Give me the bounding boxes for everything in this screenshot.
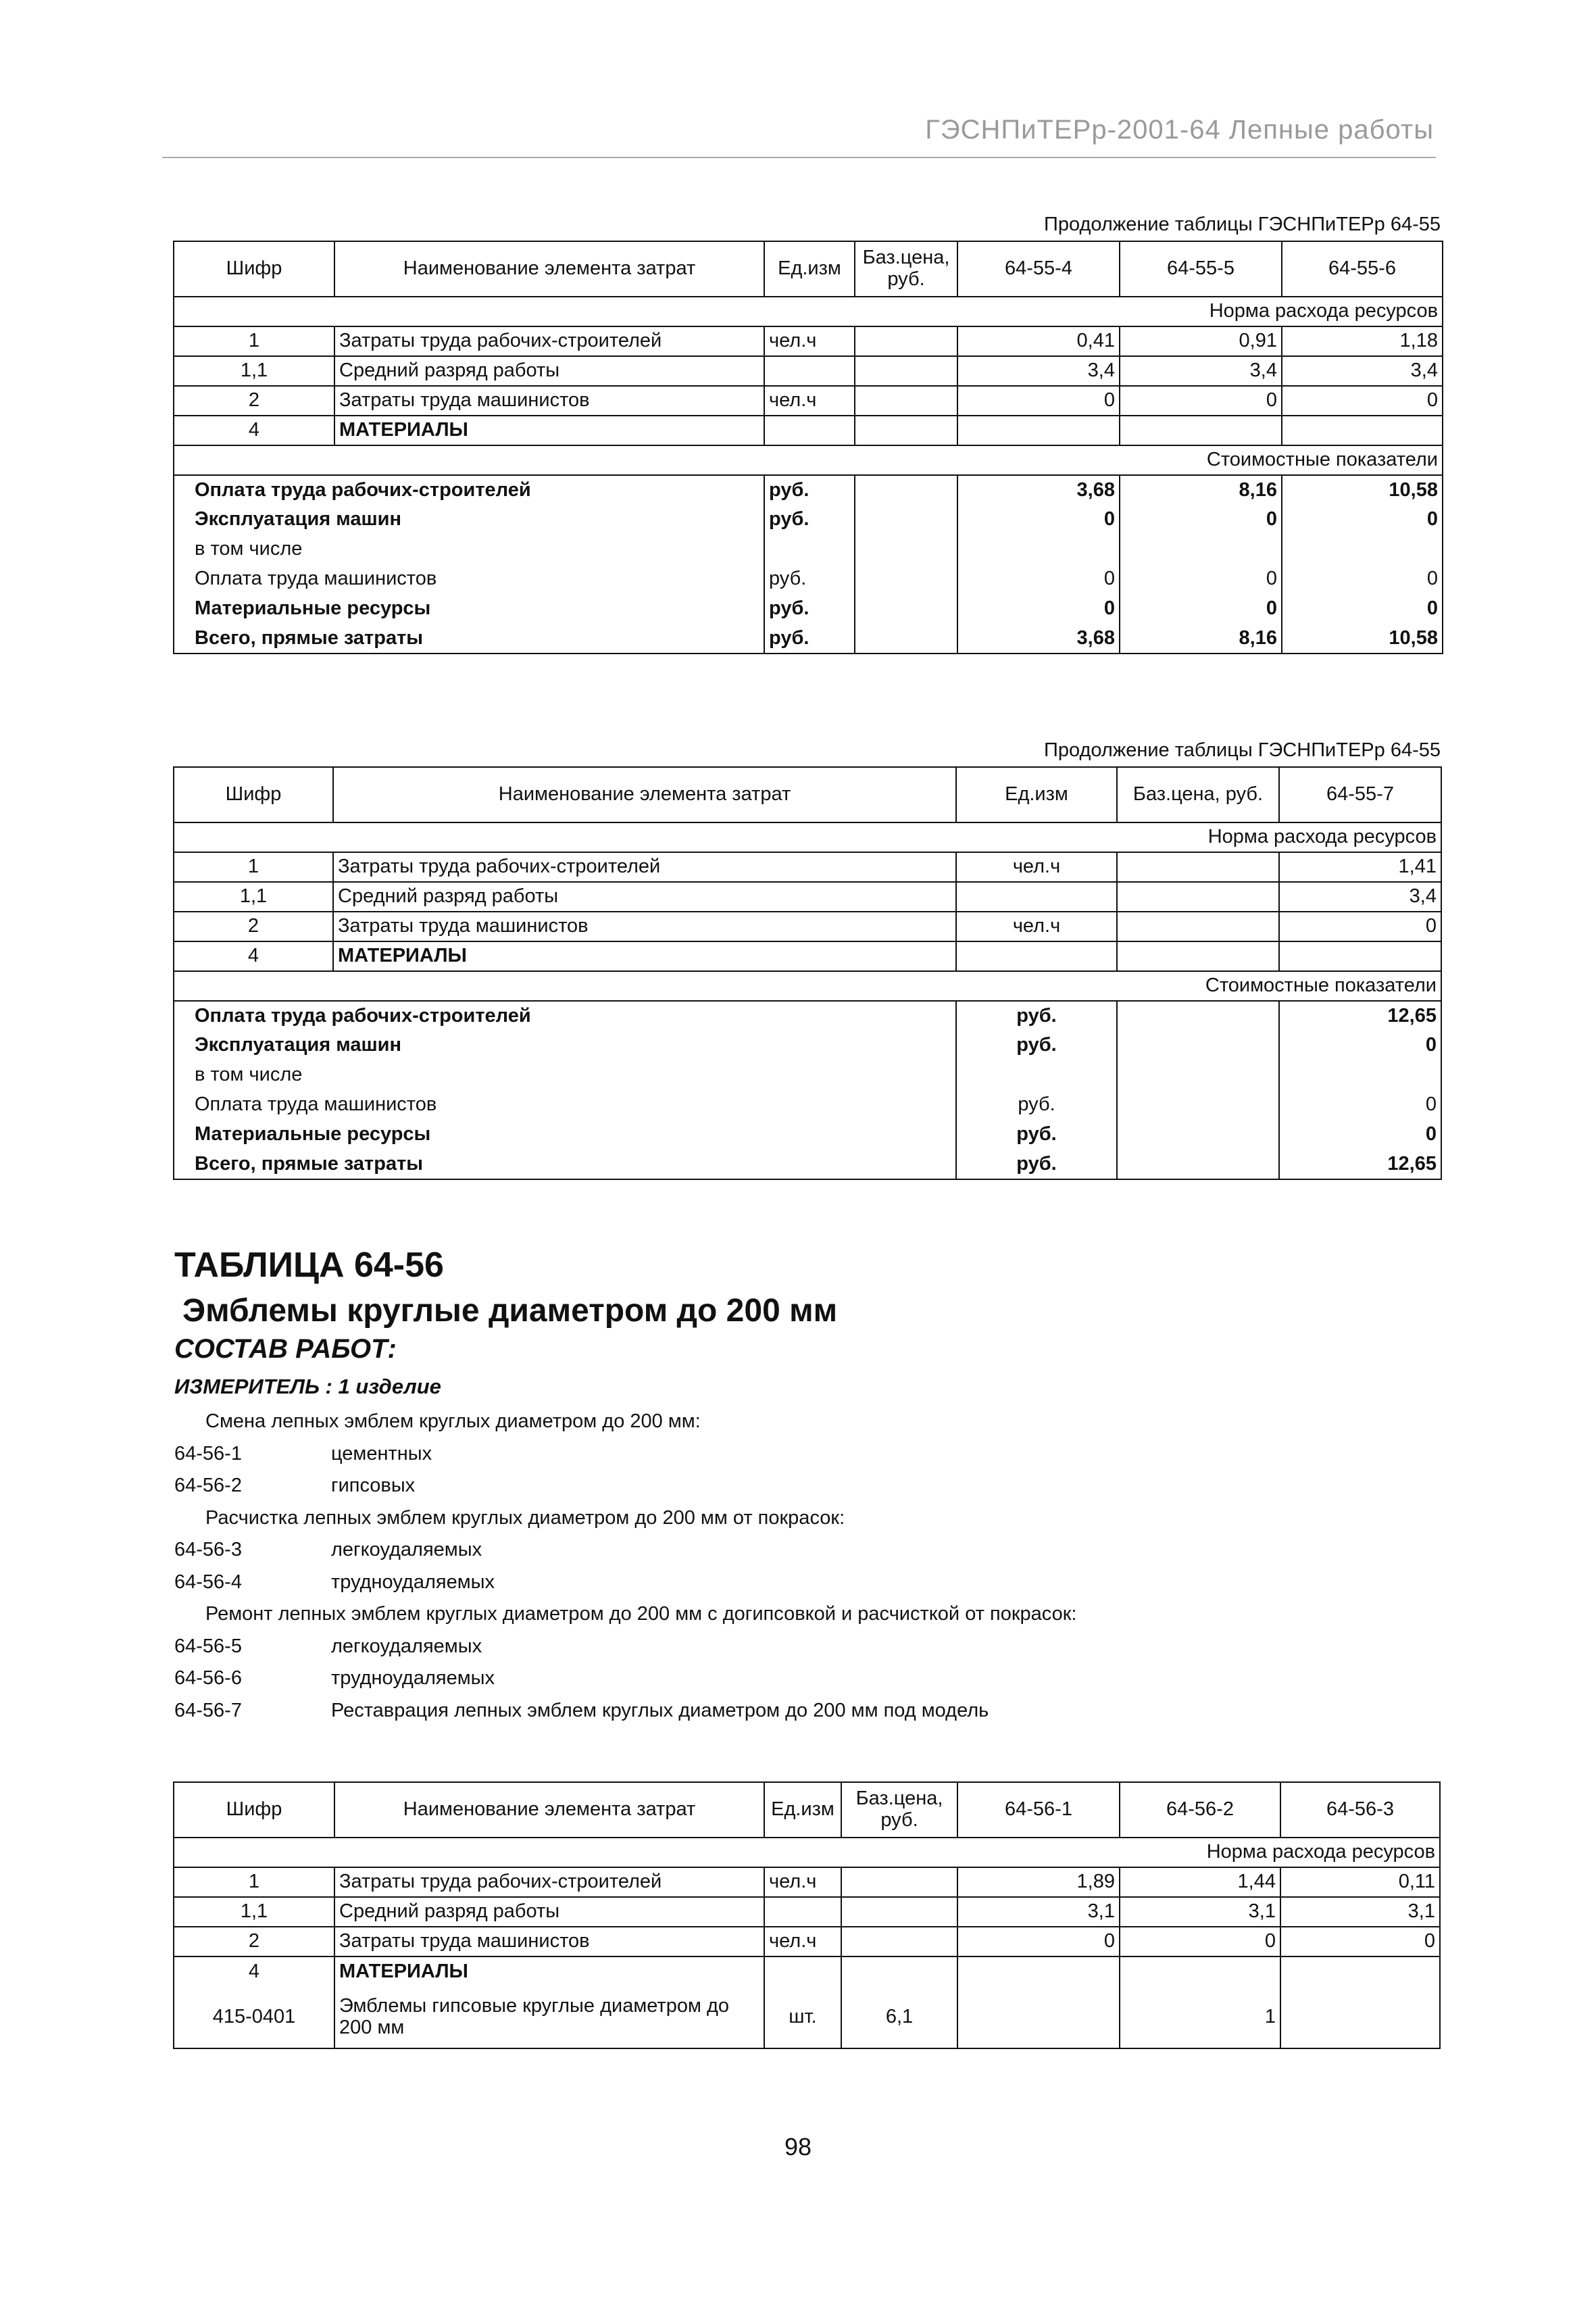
row-value-b: 0,91 bbox=[1120, 326, 1282, 356]
table1-cost-banner bbox=[174, 445, 1443, 475]
row-unit: чел.ч bbox=[956, 852, 1117, 882]
row-name: Затраты труда рабочих-строителей bbox=[333, 852, 956, 882]
table-row bbox=[174, 912, 1441, 941]
summary-name: Материальные ресурсы bbox=[174, 594, 764, 624]
summary-unit: руб. bbox=[956, 1150, 1117, 1179]
summary-price bbox=[855, 564, 957, 594]
row-code: 2 bbox=[174, 1927, 334, 1956]
summary-value-b: 0 bbox=[1120, 594, 1282, 624]
table1-norm-banner-text: Норма расхода ресурсов bbox=[174, 297, 1443, 326]
summary-value-a: 12,65 bbox=[1279, 1150, 1441, 1179]
summary-name: в том числе bbox=[174, 535, 764, 564]
row-unit bbox=[764, 1956, 841, 1986]
row-code: 4 bbox=[174, 941, 333, 971]
work-intro-line: Смена лепных эмблем круглых диаметром до 200 мм: bbox=[205, 1410, 701, 1432]
work-composition-heading: СОСТАВ РАБОТ: bbox=[174, 1334, 397, 1364]
summary-name: Оплата труда машинистов bbox=[174, 564, 764, 594]
row-value-a: 0,41 bbox=[957, 326, 1120, 356]
summary-unit: руб. bbox=[764, 594, 855, 624]
work-item bbox=[174, 1534, 1077, 1567]
summary-unit: руб. bbox=[764, 505, 855, 535]
summary-unit: руб. bbox=[956, 1031, 1117, 1060]
row-value-c: 0,11 bbox=[1280, 1867, 1440, 1897]
work-item bbox=[174, 1470, 1077, 1502]
table3-col-name: Наименование элемента затрат bbox=[334, 1782, 764, 1838]
table1-col-price: Баз.цена, руб. bbox=[855, 241, 957, 297]
work-item bbox=[174, 1567, 1077, 1599]
work-text: трудноудаляемых bbox=[331, 1571, 495, 1593]
row-unit: чел.ч bbox=[956, 912, 1117, 941]
work-text: Реставрация лепных эмблем круглых диаметром до 200 мм под модель bbox=[331, 1699, 989, 1721]
summary-row bbox=[174, 1060, 1441, 1090]
row-value-a bbox=[1279, 941, 1441, 971]
row-value-a: 0 bbox=[957, 1927, 1120, 1956]
summary-unit bbox=[956, 1060, 1117, 1090]
table1-cost-banner-text: Стоимостные показатели bbox=[174, 445, 1443, 475]
summary-row bbox=[174, 594, 1443, 624]
row-name: Затраты труда машинистов bbox=[334, 1927, 764, 1956]
row-name: Средний разряд работы bbox=[334, 1897, 764, 1927]
summary-row bbox=[174, 1001, 1441, 1031]
table-row bbox=[174, 416, 1443, 445]
row-name: Средний разряд работы bbox=[333, 882, 956, 912]
summary-value-a: 12,65 bbox=[1279, 1001, 1441, 1031]
row-value-a: 3,4 bbox=[957, 356, 1120, 386]
row-code: 1 bbox=[174, 1867, 334, 1897]
table3-header-row bbox=[174, 1782, 1440, 1838]
row-price bbox=[1117, 941, 1279, 971]
table3-col-b: 64-56-2 bbox=[1120, 1782, 1280, 1838]
row-code: 2 bbox=[174, 386, 334, 416]
header-rule bbox=[162, 157, 1436, 158]
table3-col-c: 64-56-3 bbox=[1280, 1782, 1440, 1838]
row-price bbox=[841, 1927, 957, 1956]
work-item bbox=[174, 1631, 1077, 1663]
row-value-a bbox=[957, 1956, 1120, 1986]
row-price bbox=[1117, 912, 1279, 941]
row-code: 2 bbox=[174, 912, 333, 941]
page-number: 98 bbox=[784, 2133, 812, 2161]
work-text: цементных bbox=[331, 1442, 432, 1464]
row-code: 415-0401 bbox=[174, 1986, 334, 2048]
table2-header-row bbox=[174, 767, 1441, 822]
summary-value-b: 0 bbox=[1120, 564, 1282, 594]
summary-value-c: 0 bbox=[1282, 564, 1443, 594]
table2-norm-banner bbox=[174, 822, 1441, 852]
row-name: Эмблемы гипсовые круглые диаметром до 200 мм bbox=[334, 1986, 764, 2048]
summary-price bbox=[855, 535, 957, 564]
summary-value-b: 8,16 bbox=[1120, 624, 1282, 654]
row-price bbox=[1117, 882, 1279, 912]
table2-col-a: 64-55-7 bbox=[1279, 767, 1441, 822]
summary-price bbox=[855, 594, 957, 624]
table1-col-b: 64-55-5 bbox=[1120, 241, 1282, 297]
summary-unit: руб. bbox=[764, 564, 855, 594]
summary-row bbox=[174, 1120, 1441, 1150]
row-value-a: 3,4 bbox=[1279, 882, 1441, 912]
row-unit: чел.ч bbox=[764, 326, 855, 356]
table3-col-unit: Ед.изм bbox=[764, 1782, 841, 1838]
row-value-a: 0 bbox=[1279, 912, 1441, 941]
table-row bbox=[174, 1897, 1440, 1927]
summary-unit: руб. bbox=[764, 624, 855, 654]
summary-value-c: 10,58 bbox=[1282, 624, 1443, 654]
row-value-b: 3,4 bbox=[1120, 356, 1282, 386]
row-price bbox=[855, 386, 957, 416]
summary-value-b: 0 bbox=[1120, 505, 1282, 535]
row-unit bbox=[764, 416, 855, 445]
summary-value-a: 0 bbox=[1279, 1090, 1441, 1120]
table2-cost-banner bbox=[174, 971, 1441, 1001]
row-value-a bbox=[957, 1986, 1120, 2048]
table2-col-code: Шифр bbox=[174, 767, 333, 822]
row-code: 4 bbox=[174, 416, 334, 445]
table-row bbox=[174, 326, 1443, 356]
table2-continuation-caption: Продолжение таблицы ГЭСНПиТЕРр 64-55 bbox=[1044, 739, 1441, 761]
table-row bbox=[174, 1956, 1440, 1986]
row-name: МАТЕРИАЛЫ bbox=[333, 941, 956, 971]
table1-col-name: Наименование элемента затрат bbox=[334, 241, 764, 297]
summary-row bbox=[174, 1150, 1441, 1179]
row-code: 4 bbox=[174, 1956, 334, 1986]
row-code: 1,1 bbox=[174, 882, 333, 912]
summary-unit: руб. bbox=[956, 1120, 1117, 1150]
row-price bbox=[841, 1867, 957, 1897]
measure-unit: ИЗМЕРИТЕЛЬ : 1 изделие bbox=[174, 1375, 441, 1398]
work-text: легкоудаляемых bbox=[331, 1539, 482, 1560]
summary-unit: руб. bbox=[764, 475, 855, 505]
row-price bbox=[855, 416, 957, 445]
work-item bbox=[174, 1695, 1077, 1727]
row-value-c: 3,4 bbox=[1282, 356, 1443, 386]
summary-unit: руб. bbox=[956, 1001, 1117, 1031]
summary-value-a: 0 bbox=[957, 594, 1120, 624]
summary-row bbox=[174, 1090, 1441, 1120]
table2 bbox=[173, 766, 1442, 1180]
table1-header-row bbox=[174, 241, 1443, 297]
row-price bbox=[841, 1956, 957, 1986]
summary-value-c: 10,58 bbox=[1282, 475, 1443, 505]
table2-col-price: Баз.цена, руб. bbox=[1117, 767, 1279, 822]
table2-cost-banner-text: Стоимостные показатели bbox=[174, 971, 1441, 1001]
summary-name: Всего, прямые затраты bbox=[174, 624, 764, 654]
work-code: 64-56-7 bbox=[174, 1699, 242, 1721]
summary-value-b bbox=[1120, 535, 1282, 564]
table-row bbox=[174, 1867, 1440, 1897]
table1 bbox=[173, 241, 1443, 654]
row-value-c: 0 bbox=[1280, 1927, 1440, 1956]
row-value-c bbox=[1280, 1986, 1440, 2048]
table3-col-a: 64-56-1 bbox=[957, 1782, 1120, 1838]
summary-price bbox=[1117, 1001, 1279, 1031]
row-value-b: 3,1 bbox=[1120, 1897, 1280, 1927]
row-name: Затраты труда рабочих-строителей bbox=[334, 1867, 764, 1897]
summary-price bbox=[855, 624, 957, 654]
row-unit: чел.ч bbox=[764, 1867, 841, 1897]
summary-unit bbox=[764, 535, 855, 564]
row-value-b: 1,44 bbox=[1120, 1867, 1280, 1897]
summary-value-a: 0 bbox=[957, 505, 1120, 535]
row-value-c: 3,1 bbox=[1280, 1897, 1440, 1927]
summary-value-a bbox=[957, 535, 1120, 564]
summary-value-a: 3,68 bbox=[957, 475, 1120, 505]
summary-name: Материальные ресурсы bbox=[174, 1120, 956, 1150]
summary-value-c: 0 bbox=[1282, 594, 1443, 624]
summary-name: Оплата труда рабочих-строителей bbox=[174, 1001, 956, 1031]
work-intro-line: Ремонт лепных эмблем круглых диаметром до 200 мм с догипсовкой и расчисткой от покрасок: bbox=[205, 1603, 1077, 1625]
summary-row bbox=[174, 475, 1443, 505]
summary-row bbox=[174, 564, 1443, 594]
work-text: легкоудаляемых bbox=[331, 1635, 482, 1657]
row-value-b: 0 bbox=[1120, 1927, 1280, 1956]
work-item bbox=[174, 1438, 1077, 1471]
row-value-b: 0 bbox=[1120, 386, 1282, 416]
row-unit: чел.ч bbox=[764, 1927, 841, 1956]
summary-value-a: 0 bbox=[1279, 1120, 1441, 1150]
work-code: 64-56-2 bbox=[174, 1475, 242, 1496]
summary-value-b: 8,16 bbox=[1120, 475, 1282, 505]
work-code: 64-56-4 bbox=[174, 1571, 242, 1593]
work-code: 64-56-3 bbox=[174, 1539, 242, 1560]
row-value-b bbox=[1120, 416, 1282, 445]
summary-price bbox=[855, 505, 957, 535]
table1-col-code: Шифр bbox=[174, 241, 334, 297]
summary-value-a: 0 bbox=[957, 564, 1120, 594]
summary-name: Оплата труда рабочих-строителей bbox=[174, 475, 764, 505]
summary-price bbox=[1117, 1031, 1279, 1060]
summary-row bbox=[174, 1031, 1441, 1060]
table-row bbox=[174, 852, 1441, 882]
work-code: 64-56-5 bbox=[174, 1635, 242, 1657]
table-row bbox=[174, 1927, 1440, 1956]
row-value-a bbox=[957, 416, 1120, 445]
table-row bbox=[174, 386, 1443, 416]
row-name: Затраты труда машинистов bbox=[334, 386, 764, 416]
summary-name: Эксплуатация машин bbox=[174, 505, 764, 535]
row-code: 1 bbox=[174, 326, 334, 356]
table3-norm-banner-text: Норма расхода ресурсов bbox=[174, 1838, 1440, 1867]
summary-value-a: 0 bbox=[1279, 1031, 1441, 1060]
summary-value-a bbox=[1279, 1060, 1441, 1090]
row-price bbox=[855, 356, 957, 386]
row-price bbox=[855, 326, 957, 356]
table3-col-price: Баз.цена, руб. bbox=[841, 1782, 957, 1838]
work-composition-list bbox=[174, 1406, 1077, 1727]
row-value-b bbox=[1120, 1956, 1280, 1986]
summary-value-c: 0 bbox=[1282, 505, 1443, 535]
row-value-c: 0 bbox=[1282, 386, 1443, 416]
row-code: 1,1 bbox=[174, 356, 334, 386]
running-header: ГЭСНПиТЕРр-2001-64 Лепные работы bbox=[925, 115, 1434, 145]
summary-unit: руб. bbox=[956, 1090, 1117, 1120]
row-value-c bbox=[1280, 1956, 1440, 1986]
work-item bbox=[174, 1663, 1077, 1695]
section-subtitle: Эмблемы круглые диаметром до 200 мм bbox=[182, 1293, 838, 1329]
summary-value-a: 3,68 bbox=[957, 624, 1120, 654]
section-title: ТАБЛИЦА 64-56 bbox=[174, 1246, 444, 1285]
summary-price bbox=[1117, 1090, 1279, 1120]
table3 bbox=[173, 1781, 1441, 2049]
row-value-b: 1 bbox=[1120, 1986, 1280, 2048]
table2-norm-banner-text: Норма расхода ресурсов bbox=[174, 822, 1441, 852]
summary-value-c bbox=[1282, 535, 1443, 564]
table1-col-a: 64-55-4 bbox=[957, 241, 1120, 297]
work-code: 64-56-1 bbox=[174, 1442, 242, 1464]
row-unit bbox=[764, 356, 855, 386]
row-name: Затраты труда машинистов bbox=[333, 912, 956, 941]
row-name: Средний разряд работы bbox=[334, 356, 764, 386]
row-unit: шт. bbox=[764, 1986, 841, 2048]
summary-name: Всего, прямые затраты bbox=[174, 1150, 956, 1179]
row-unit bbox=[956, 882, 1117, 912]
summary-price bbox=[855, 475, 957, 505]
row-name: МАТЕРИАЛЫ bbox=[334, 416, 764, 445]
row-unit: чел.ч bbox=[764, 386, 855, 416]
table1-norm-banner bbox=[174, 297, 1443, 326]
summary-name: в том числе bbox=[174, 1060, 956, 1090]
work-code: 64-56-6 bbox=[174, 1667, 242, 1689]
row-name: Затраты труда рабочих-строителей bbox=[334, 326, 764, 356]
table1-col-c: 64-55-6 bbox=[1282, 241, 1443, 297]
row-price bbox=[841, 1897, 957, 1927]
row-value-a: 1,89 bbox=[957, 1867, 1120, 1897]
table-row bbox=[174, 882, 1441, 912]
summary-name: Оплата труда машинистов bbox=[174, 1090, 956, 1120]
row-value-c bbox=[1282, 416, 1443, 445]
table3-col-code: Шифр bbox=[174, 1782, 334, 1838]
summary-row bbox=[174, 624, 1443, 654]
table3-norm-banner bbox=[174, 1838, 1440, 1867]
row-value-a: 3,1 bbox=[957, 1897, 1120, 1927]
table-row bbox=[174, 1986, 1440, 2048]
row-unit bbox=[956, 941, 1117, 971]
table-row bbox=[174, 941, 1441, 971]
work-text: трудноудаляемых bbox=[331, 1667, 495, 1689]
table1-col-unit: Ед.изм bbox=[764, 241, 855, 297]
summary-row bbox=[174, 505, 1443, 535]
table1-continuation-caption: Продолжение таблицы ГЭСНПиТЕРр 64-55 bbox=[1044, 214, 1441, 235]
row-unit bbox=[764, 1897, 841, 1927]
table2-col-unit: Ед.изм bbox=[956, 767, 1117, 822]
summary-name: Эксплуатация машин bbox=[174, 1031, 956, 1060]
row-value-c: 1,18 bbox=[1282, 326, 1443, 356]
summary-price bbox=[1117, 1120, 1279, 1150]
work-intro-line: Расчистка лепных эмблем круглых диаметром до 200 мм от покрасок: bbox=[205, 1506, 845, 1529]
table2-col-name: Наименование элемента затрат bbox=[333, 767, 956, 822]
row-code: 1 bbox=[174, 852, 333, 882]
summary-row bbox=[174, 535, 1443, 564]
summary-price bbox=[1117, 1060, 1279, 1090]
work-text: гипсовых bbox=[331, 1475, 416, 1496]
row-name: МАТЕРИАЛЫ bbox=[334, 1956, 764, 1986]
row-value-a: 0 bbox=[957, 386, 1120, 416]
row-value-a: 1,41 bbox=[1279, 852, 1441, 882]
row-price bbox=[1117, 852, 1279, 882]
table-row bbox=[174, 356, 1443, 386]
row-price: 6,1 bbox=[841, 1986, 957, 2048]
row-code: 1,1 bbox=[174, 1897, 334, 1927]
summary-price bbox=[1117, 1150, 1279, 1179]
